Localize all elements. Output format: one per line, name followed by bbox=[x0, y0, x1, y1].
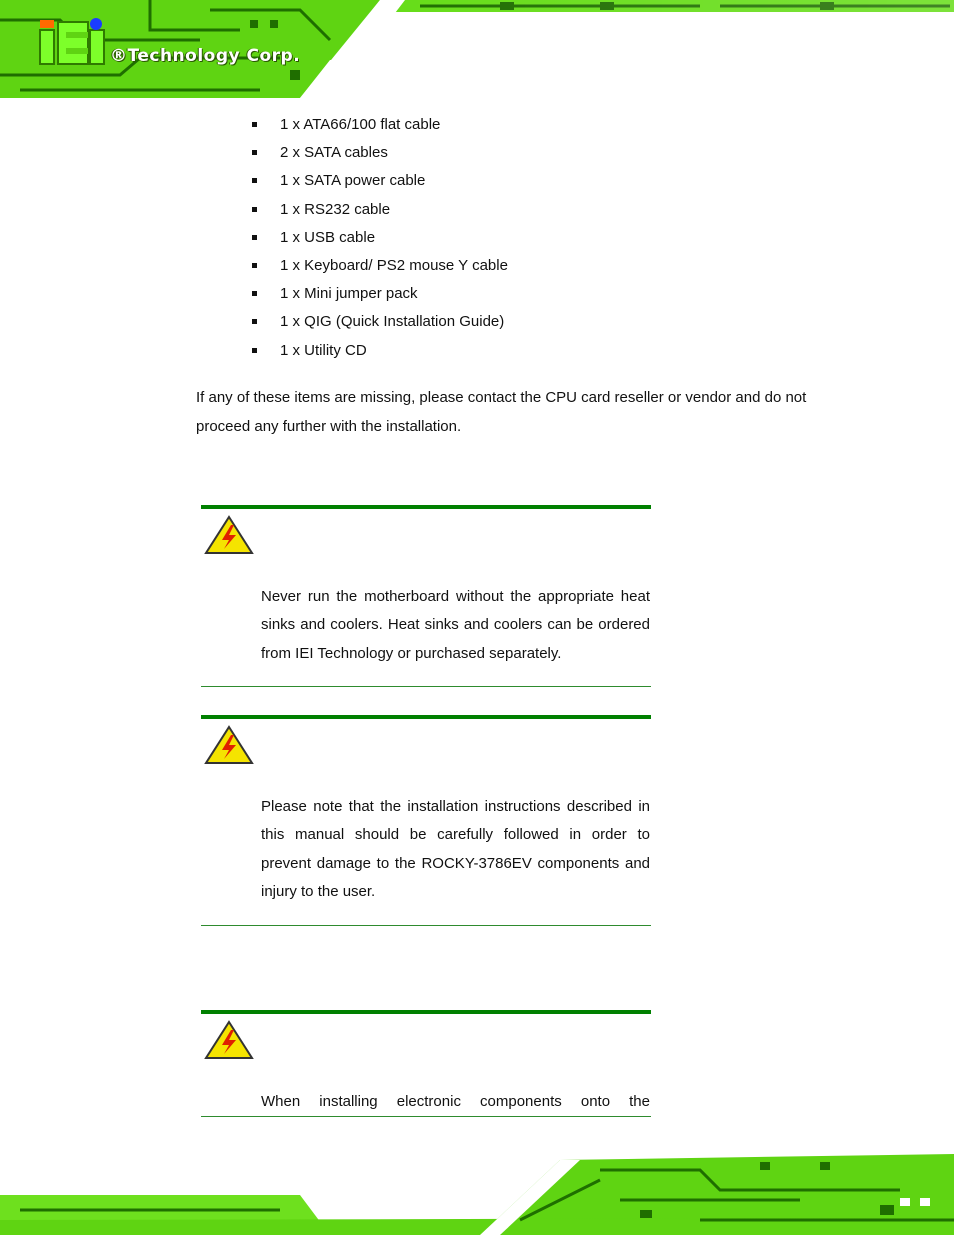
list-item: 2 x SATA cables bbox=[252, 142, 508, 170]
warning-box bbox=[201, 505, 651, 688]
warning-text: Please note that the installation instructions described in this manual should be carefully followed in order to prevent damage to the ROCKY-3786EV components and injury to the user. bbox=[261, 798, 650, 900]
warning-triangle-icon bbox=[204, 515, 254, 555]
warning-triangle-icon bbox=[204, 725, 254, 765]
warning-box bbox=[201, 1010, 651, 1120]
circuit-board-footer bbox=[0, 1140, 954, 1235]
warning-top-rule bbox=[201, 715, 651, 719]
missing-items-paragraph: If any of these items are missing, please contact the CPU card reseller or vendor and do not proceed any further with the installation. bbox=[196, 389, 807, 435]
warning-top-rule bbox=[201, 1010, 651, 1014]
list-item: 1 x Keyboard/ PS2 mouse Y cable bbox=[252, 255, 508, 283]
warning-top-rule bbox=[201, 505, 651, 509]
list-item: 1 x SATA power cable bbox=[252, 170, 508, 198]
list-item: 1 x ATA66/100 flat cable bbox=[252, 114, 508, 142]
list-item: 1 x Utility CD bbox=[252, 340, 508, 368]
warning-bottom-rule bbox=[201, 925, 651, 926]
list-item: 1 x USB cable bbox=[252, 227, 508, 255]
list-item: 1 x RS232 cable bbox=[252, 199, 508, 227]
list-item: 1 x Mini jumper pack bbox=[252, 283, 508, 311]
package-contents-list bbox=[252, 114, 508, 368]
warning-bottom-rule bbox=[201, 1116, 651, 1117]
page-footer bbox=[0, 1140, 954, 1235]
warning-text: Never run the motherboard without the appropriate heat sinks and coolers. Heat sinks and coolers can be ordered from IEI Technology or purchased separately. bbox=[261, 588, 650, 662]
page-header bbox=[0, 0, 954, 98]
company-name: ®Technology Corp. bbox=[110, 46, 301, 66]
list-item: 1 x QIG (Quick Installation Guide) bbox=[252, 311, 508, 339]
iei-logo-icon bbox=[40, 18, 104, 64]
warning-bottom-rule bbox=[201, 686, 651, 687]
warning-triangle-icon bbox=[204, 1020, 254, 1060]
warning-text: When installing electronic components onto the bbox=[261, 1093, 650, 1110]
warning-box bbox=[201, 715, 651, 927]
